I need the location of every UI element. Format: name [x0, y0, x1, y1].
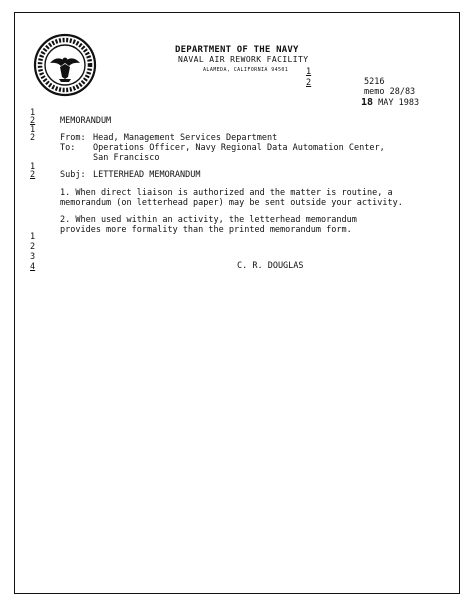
memo-heading: MEMORANDUM: [60, 116, 112, 126]
margin-marker: 2: [30, 170, 36, 180]
subject-label: Subj:: [60, 170, 86, 180]
margin-marker: 1: [30, 232, 36, 242]
navy-seal-icon: [33, 33, 97, 97]
margin-marker: 4: [30, 262, 36, 272]
margin-marker: 1: [30, 108, 36, 118]
margin-marker: 1: [30, 162, 36, 172]
to-label: To:: [60, 143, 76, 153]
date-month-year: MAY 1983: [373, 98, 420, 108]
from-label: From:: [60, 133, 86, 143]
margin-marker: 1: [306, 67, 312, 77]
margin-marker: 1: [30, 125, 36, 135]
facility-name: NAVAL AIR REWORK FACILITY: [178, 55, 309, 64]
margin-marker: 2: [30, 116, 36, 126]
to-value-line-1: Operations Officer, Navy Regional Data Automation Center,: [93, 143, 385, 153]
paragraph-1-line-1: 1. When direct liaison is authorized and the matter is routine, a: [60, 188, 393, 198]
date-day: 18: [361, 97, 374, 108]
from-value: Head, Management Services Department: [93, 133, 278, 143]
memo-page: [14, 12, 460, 594]
ssic-code: 5216: [364, 77, 385, 87]
signature-name: C. R. DOUGLAS: [237, 261, 304, 271]
subject-value: LETTERHEAD MEMORANDUM: [93, 170, 201, 180]
paragraph-2-line-1: 2. When used within an activity, the letterhead memorandum: [60, 215, 357, 225]
memo-date: [361, 97, 419, 108]
margin-marker: 2: [306, 78, 312, 88]
margin-marker: 2: [30, 242, 36, 252]
paragraph-2-line-2: provides more formality than the printed memorandum form.: [60, 225, 352, 235]
to-value-line-2: San Francisco: [93, 153, 160, 163]
paragraph-1-line-2: memorandum (on letterhead paper) may be sent outside your activity.: [60, 198, 403, 208]
memo-serial: memo 28/83: [364, 87, 416, 97]
facility-location: ALAMEDA, CALIFORNIA 94501: [203, 67, 289, 73]
department-title: DEPARTMENT OF THE NAVY: [175, 45, 299, 55]
margin-marker: 3: [30, 252, 36, 262]
margin-marker: 2: [30, 133, 36, 143]
